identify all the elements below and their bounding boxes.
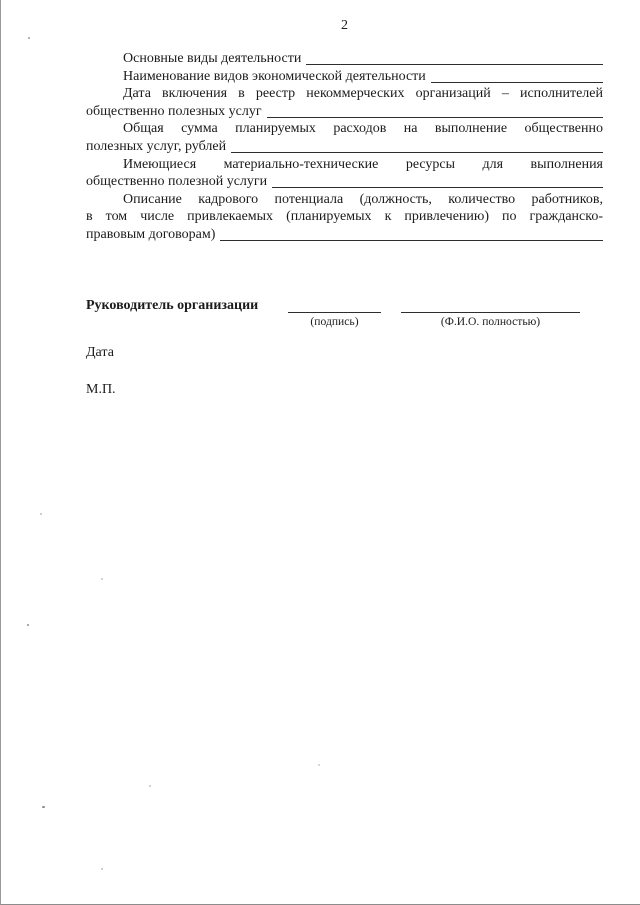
- form-line: [86, 138, 603, 156]
- fullname-blank-line: [401, 298, 580, 313]
- scan-speck: [318, 764, 320, 766]
- scan-speck: [28, 37, 30, 39]
- signature-role-label: Руководитель организации: [86, 298, 259, 313]
- blank-field-line: [231, 138, 603, 153]
- form-line: [86, 173, 603, 191]
- form-line-text: в том числе привлекаемых (планируемых к привлечению) по гражданско-: [86, 209, 603, 225]
- form-line: [86, 85, 603, 103]
- scan-speck: [149, 785, 151, 787]
- blank-field-line: [431, 68, 603, 83]
- form-line-text: Наименование видов экономической деятельности: [123, 68, 426, 84]
- signature-caption: (подпись): [310, 315, 359, 328]
- form-line: [86, 120, 603, 138]
- form-line: [86, 68, 603, 86]
- form-line-text: Дата включения в реестр некоммерческих организаций – исполнителей: [123, 86, 603, 102]
- form-line: [86, 103, 603, 121]
- scan-speck: [40, 513, 42, 515]
- form-line-text: правовым договорам): [86, 226, 216, 242]
- form-line: [86, 191, 603, 209]
- form-line-text: Описание кадрового потенциала (должность, количество работников,: [123, 191, 603, 207]
- scan-speck: [101, 578, 103, 580]
- form-line-text: полезных услуг, рублей: [86, 138, 227, 154]
- form-line: [86, 208, 603, 226]
- blank-field-line: [267, 103, 603, 118]
- form-line-text: общественно полезной услуги: [86, 174, 268, 190]
- stamp-place-label: М.П.: [86, 382, 116, 397]
- form-line: [86, 226, 603, 244]
- form-line-text: Основные виды деятельности: [123, 51, 302, 66]
- blank-field-line: [306, 50, 603, 65]
- date-label: Дата: [86, 345, 114, 360]
- scan-speck: [42, 806, 45, 808]
- scan-speck: [27, 624, 29, 626]
- blank-field-line: [220, 226, 603, 241]
- form-line: [86, 50, 603, 68]
- form-line-text: Имеющиеся материально-технические ресурсы для выполнения: [123, 156, 603, 172]
- form-line-text: Общая сумма планируемых расходов на выполнение общественно: [123, 121, 603, 137]
- form-body: [86, 50, 603, 244]
- form-line: [86, 156, 603, 174]
- form-line-text: общественно полезных услуг: [86, 103, 262, 119]
- signature-blank-line: [288, 298, 381, 313]
- blank-field-line: [272, 173, 603, 188]
- page-number: 2: [341, 18, 348, 33]
- fullname-caption: (Ф.И.О. полностью): [440, 315, 541, 328]
- scan-speck: [101, 868, 103, 870]
